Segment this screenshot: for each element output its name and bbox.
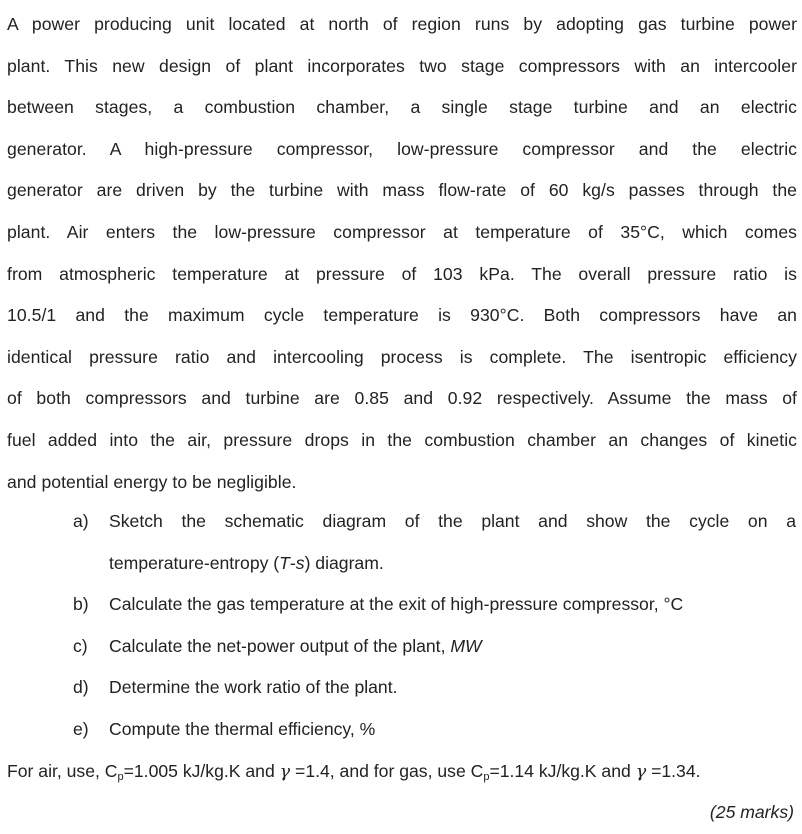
gamma-symbol: γ (635, 762, 647, 782)
air-gamma: =1.4, and for gas, use C (290, 761, 484, 781)
question-e (0, 709, 802, 751)
entropy-symbol: s (295, 552, 305, 573)
statement-line: and potential energy to be negligible. (7, 471, 297, 492)
question-marker: d) (73, 677, 89, 698)
question-a-line-1: Sketch the schematic diagram of the plant and show the cycle on a (109, 511, 796, 531)
statement-line: from atmospheric temperature at pressure of 103 kPa. The overall pressure ratio is (7, 263, 797, 284)
question-marker: c) (73, 635, 88, 656)
question-text: Calculate the gas temperature at the exit of high-pressure compressor, °C (109, 594, 684, 615)
statement-line: A power producing unit located at north of region runs by adopting gas turbine power (7, 14, 797, 34)
question-d (0, 667, 802, 709)
statement-line: generator. A high-pressure compressor, low-pressure compressor and the electric (7, 138, 797, 159)
constants-air-prefix: For air, use, C (7, 761, 118, 781)
question-a-text: temperature-entropy ( (109, 552, 280, 573)
dash: - (289, 552, 296, 573)
statement-line: plant. Air enters the low-pressure compressor at temperature of 35°C, which comes (7, 221, 797, 242)
question-list (0, 501, 802, 751)
question-marker: e) (73, 718, 89, 739)
statement-line: generator are driven by the turbine with mass flow-rate of 60 kg/s passes through the (7, 180, 797, 201)
statement-line: between stages, a combustion chamber, a single stage turbine and an electric (7, 97, 797, 118)
statement-line: 10.5/1 and the maximum cycle temperature is 930°C. Both compressors have an (7, 305, 797, 326)
question-c-text: Calculate the net-power output of the plant, (109, 635, 451, 656)
statement-line: identical pressure ratio and intercooling process is complete. The isentropic efficiency (7, 346, 797, 367)
unit-mw: MW (450, 635, 482, 656)
question-c (0, 626, 802, 668)
cp-subscript: p (117, 771, 124, 783)
question-text: Compute the thermal efficiency, % (109, 718, 376, 739)
temperature-symbol: T (279, 552, 290, 573)
gas-cp: =1.14 kJ/kg.K and (489, 761, 636, 781)
cp-subscript: p (483, 771, 490, 783)
question-marker: a) (73, 511, 89, 531)
question-b (0, 584, 802, 626)
statement-line: of both compressors and turbine are 0.85 and 0.92 respectively. Assume the mass of (7, 388, 797, 409)
question-a-line-2 (109, 543, 796, 585)
statement-line: fuel added into the air, pressure drops in the combustion chamber an changes of kinetic (7, 429, 797, 450)
problem-statement (7, 4, 797, 503)
statement-line: plant. This new design of plant incorporates two stage compressors with an intercooler (7, 55, 797, 76)
question-a-text-end: ) diagram. (304, 552, 384, 573)
question-a (0, 501, 802, 584)
question-text: Determine the work ratio of the plant. (109, 677, 398, 698)
gamma-symbol: γ (279, 762, 291, 782)
marks-label: (25 marks) (709, 802, 794, 822)
question-text (109, 501, 796, 584)
question-marker: b) (73, 594, 89, 615)
property-constants (7, 751, 797, 794)
gas-gamma: =1.34. (646, 761, 701, 781)
air-cp: =1.005 kJ/kg.K and (123, 761, 280, 781)
question-text (109, 626, 796, 668)
